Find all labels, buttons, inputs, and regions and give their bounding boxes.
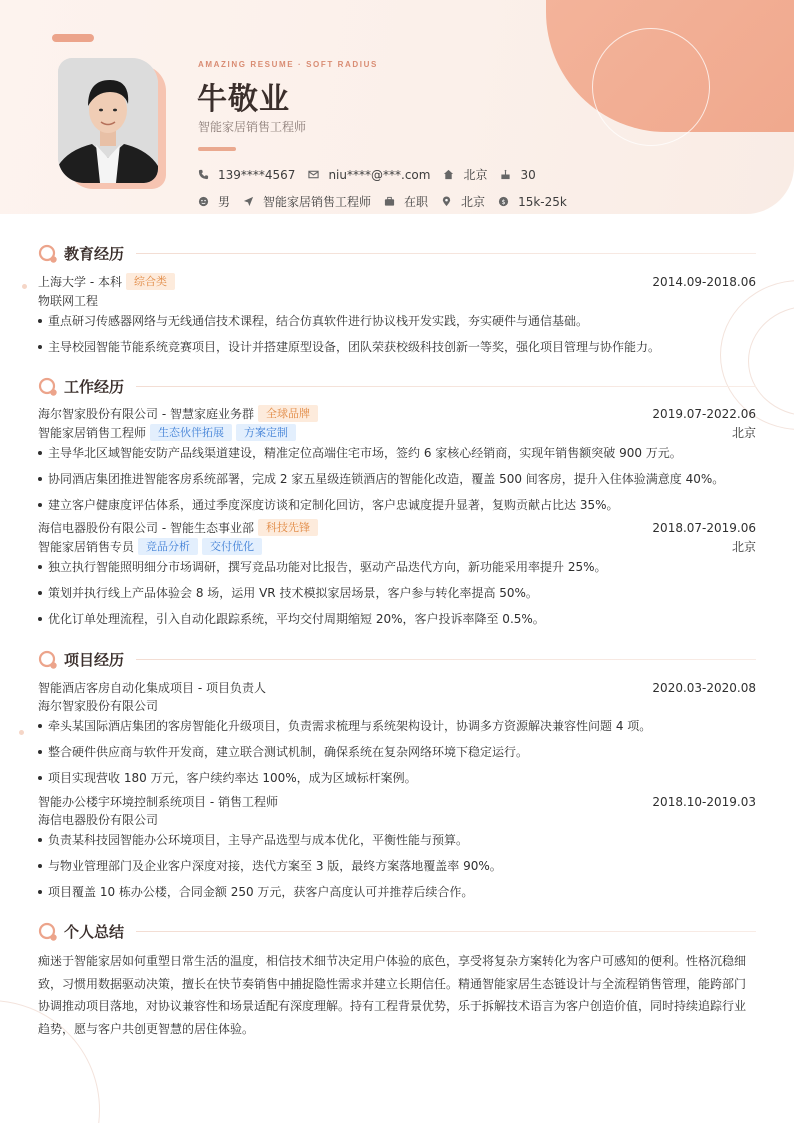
home-icon (443, 169, 454, 180)
education-header-row (38, 273, 756, 290)
education-section-title (38, 243, 756, 264)
decorative-dot (22, 284, 27, 289)
position-tag: 竞品分析 (138, 538, 198, 555)
salary-info (498, 195, 567, 209)
job-position: 智能家居销售专员 (38, 540, 135, 554)
decorative-dot (19, 730, 24, 735)
status-info (384, 193, 428, 210)
job-date: 2019.07-2022.06 (652, 406, 756, 421)
list-item: 项目实现营收 180 万元，客户续约率达 100%，成为区域标杆案例。 (38, 769, 756, 786)
position-tag: 方案定制 (236, 424, 296, 441)
gender-info (198, 193, 230, 210)
avatar-portrait (58, 58, 158, 183)
decorative-pill (52, 34, 94, 42)
age-info (500, 168, 535, 182)
job-position-row (38, 538, 756, 555)
list-item: 策划并执行线上产品体验会 8 场，运用 VR 技术模拟家居场景，客户参与转化率提高 50%。 (38, 584, 756, 601)
job-header-row (38, 519, 756, 536)
profile-info-row (198, 193, 580, 210)
job-location: 北京 (731, 426, 756, 440)
resume-tagline: AMAZING RESUME · SOFT RADIUS (198, 60, 378, 69)
project-org: 海信电器股份有限公司 (38, 813, 159, 827)
work-section-title (38, 376, 756, 397)
status-text: 在职 (404, 195, 429, 209)
list-item: 主导华北区域智能安防产品线渠道建设，精准定位高端住宅市场，签约 6 家核心经销商，实现年销售额突破 900 万元。 (38, 444, 756, 461)
email-text: niu****@***.com (328, 167, 431, 182)
school-name: 上海大学 - 本科 (38, 275, 122, 289)
project-org-row (38, 697, 756, 714)
candidate-role: 智能家居销售工程师 (198, 120, 307, 134)
gender-icon (198, 196, 209, 207)
email-info (308, 168, 430, 182)
section-heading: 教育经历 (64, 245, 125, 263)
list-item: 优化订单处理流程，引入自动化跟踪系统，平均交付周期缩短 20%，客户投诉率降至 0.5%。 (38, 610, 756, 627)
age-text: 30 (520, 167, 536, 182)
location-pin-icon (441, 196, 452, 207)
project-date: 2020.03-2020.08 (652, 680, 756, 695)
company-name: 海信电器股份有限公司 - 智能生态事业部 (38, 521, 254, 535)
section-magnifier-icon (38, 922, 58, 942)
list-item: 牵头某国际酒店集团的客房智能化升级项目，负责需求梳理与系统架构设计，协调多方资源解决兼容性问题 4 项。 (38, 717, 756, 734)
briefcase-icon (384, 196, 395, 207)
target-role-text: 智能家居销售工程师 (263, 195, 372, 209)
list-item: 建立客户健康度评估体系，通过季度深度访谈和定制化回访，客户忠诚度提升显著，复购贡献占比达 35%。 (38, 496, 756, 513)
job-date: 2018.07-2019.06 (652, 520, 756, 535)
list-item: 协同酒店集团推进智能客房系统部署，完成 2 家五星级连锁酒店的智能化改造，覆盖 500 间客房，提升入住体验满意度 40%。 (38, 470, 756, 487)
school-tag: 综合类 (126, 273, 175, 290)
projects-section-title (38, 649, 756, 670)
section-magnifier-icon (38, 650, 58, 670)
education-major-row (38, 292, 756, 309)
salary-text: 15k-25k (518, 194, 567, 209)
list-item: 与物业管理部门及企业客户深度对接，迭代方案至 3 版，最终方案落地覆盖率 90%。 (38, 857, 756, 874)
education-date: 2014.09-2018.06 (652, 274, 756, 289)
accent-line (198, 147, 236, 151)
section-heading: 工作经历 (64, 378, 125, 396)
decorative-ring (592, 28, 710, 146)
target-city-info (441, 193, 485, 210)
mail-icon (308, 169, 319, 180)
list-item: 整合硬件供应商与软件开发商，建立联合测试机制，确保系统在复杂网络环境下稳定运行。 (38, 743, 756, 760)
position-tag: 生态伙伴拓展 (150, 424, 232, 441)
company-tag: 科技先锋 (258, 519, 318, 536)
position-tag: 交付优化 (202, 538, 262, 555)
gender-text: 男 (218, 195, 231, 209)
section-divider (136, 386, 756, 387)
project-org-row (38, 811, 756, 828)
job-location: 北京 (731, 540, 756, 554)
project-header-row (38, 793, 756, 810)
list-item: 独立执行智能照明细分市场调研，撰写竞品功能对比报告，驱动产品迭代方向，新功能采用率提升 25%。 (38, 558, 756, 575)
target-city-text: 北京 (461, 195, 486, 209)
list-item: 项目覆盖 10 栋办公楼，合同金额 250 万元，获客户高度认可并推荐后续合作。 (38, 883, 756, 900)
hometown-info (443, 166, 487, 183)
list-item: 主导校园智能节能系统竞赛项目，设计并搭建原型设备，团队荣获校级科技创新一等奖，强化项目管理与协作能力。 (38, 338, 756, 355)
job-header-row (38, 405, 756, 422)
svg-text:$: $ (501, 197, 506, 206)
list-item: 重点研习传感器网络与无线通信技术课程，结合仿真软件进行协议栈开发实践，夯实硬件与通信基础。 (38, 312, 756, 329)
job-position-row (38, 424, 756, 441)
project-org: 海尔智家股份有限公司 (38, 699, 159, 713)
send-icon (243, 196, 254, 207)
project-date: 2018.10-2019.03 (652, 794, 756, 809)
candidate-name: 牛敬业 (197, 82, 290, 117)
list-item: 负责某科技园智能办公环境项目，主导产品选型与成本优化，平衡性能与预算。 (38, 831, 756, 848)
section-heading: 个人总结 (64, 923, 125, 941)
avatar (58, 58, 158, 183)
section-heading: 项目经历 (64, 651, 125, 669)
salary-icon (498, 196, 509, 207)
phone-info (198, 168, 295, 182)
section-magnifier-icon (38, 244, 58, 264)
summary-section-title (38, 921, 756, 942)
section-divider (136, 253, 756, 254)
hometown-text: 北京 (463, 168, 488, 182)
project-name: 智能酒店客房自动化集成项目 - 项目负责人 (38, 681, 266, 695)
contact-info-row (198, 166, 549, 183)
cake-icon (500, 169, 511, 180)
company-tag: 全球品牌 (258, 405, 318, 422)
major-name: 物联网工程 (38, 294, 99, 308)
company-name: 海尔智家股份有限公司 - 智慧家庭业务群 (38, 407, 254, 421)
target-role-info (243, 193, 371, 210)
section-divider (136, 931, 756, 932)
project-name: 智能办公楼宇环境控制系统项目 - 销售工程师 (38, 795, 278, 809)
summary-text: 痴迷于智能家居如何重塑日常生活的温度，相信技术细节决定用户体验的底色，享受将复杂方案转化为客户可感知的便利。性格沉稳细致，习惯用数据驱动决策，擅长在快节奏销售中捕捉隐性需求并建立长期信任。精通智能家居生态链设计与全流程销售管理，能跨部门协调推动项目落地，对协议兼容性和场景适配有深度理解。持有工程背景优势，乐于拆解技术语言为客户创造价值，同时持续追踪行业趋势，愿与客户共创更智慧的居住体验。 (38, 954, 747, 1036)
section-divider (136, 659, 756, 660)
section-magnifier-icon (38, 377, 58, 397)
project-header-row (38, 679, 756, 696)
job-position: 智能家居销售工程师 (38, 426, 147, 440)
phone-icon (198, 169, 209, 180)
phone-text: 139****4567 (218, 167, 296, 182)
